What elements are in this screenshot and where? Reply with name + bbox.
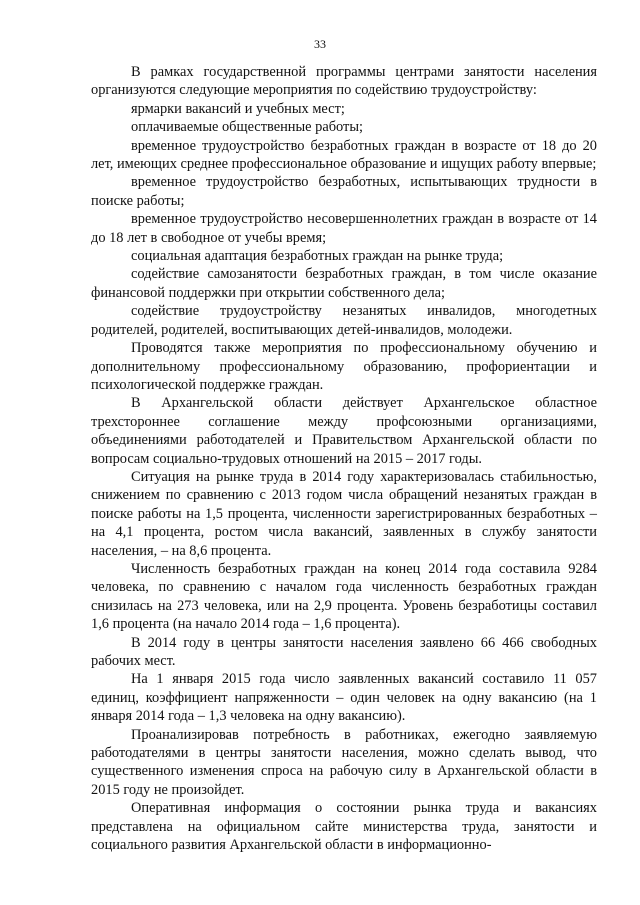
list-item-temp-employment-minors: временное трудоустройство несовершеннолетних граждан в возрасте от 14 до 18 лет в свободное от учебы время;	[91, 211, 597, 246]
list-item-self-employment: содействие самозанятости безработных граждан, в том числе оказание финансовой поддержки при открытии собственного дела;	[91, 266, 597, 301]
paragraph-vacancies-2015: На 1 января 2015 года число заявленных вакансий составило 11 057 единиц, коэффициент напряженности – один человек на одну вакансию (на 1 января 2014 года – 1,3 человека на одну вакансию).	[91, 671, 597, 725]
list-item-temp-employment-difficulties: временное трудоустройство безработных, испытывающих трудности в поиске работы;	[91, 174, 597, 209]
paragraph-operational-info: Оперативная информация о состоянии рынка труда и вакансиях представлена на официальном сайте министерства труда, занятости и социального развития Архангельской области в информационно-	[91, 800, 597, 854]
paragraph-vacancies-2014: В 2014 году в центры занятости населения заявлено 66 466 свободных рабочих мест.	[91, 634, 597, 669]
paragraph-demand-analysis: Проанализировав потребность в работниках, ежегодно заявляемую работодателями в центры занятости населения, можно сделать вывод, что существенного изменения спроса на рабочую силу в Архангельской области в 2015 году не произойдет.	[91, 726, 597, 798]
paragraph-unemployed-count: Численность безработных граждан на конец 2014 года составила 9284 человека, по сравнению с началом года численность безработных граждан снизилась на 273 человека, или на 2,9 процента. Уровень безработицы составил 1,6 процента (на начало 2014 года – 1,6 процента).	[91, 560, 597, 633]
body-text	[91, 63, 597, 854]
list-item-disabled-employment: содействие трудоустройству незанятых инвалидов, многодетных родителей, родителей, воспитывающих детей-инвалидов, молодежи.	[91, 303, 597, 338]
paragraph-training: Проводятся также мероприятия по профессиональному обучению и дополнительному профессиональному образованию, профориентации и психологической поддержке граждан.	[91, 340, 597, 393]
paragraph-labor-market-2014: Ситуация на рынке труда в 2014 году характеризовалась стабильностью, снижением по сравнению с 2013 годом числа обращений незанятых граждан в поиске работы на 1,5 процента, численности зарегистрированных безработных – на 4,1 процента, ростом числа вакансий, заявленных в службу занятости населения, – на 8,6 процента.	[91, 468, 597, 559]
list-item-public-works: оплачиваемые общественные работы;	[131, 119, 364, 136]
paragraph-tripartite-agreement: В Архангельской области действует Архангельское областное трехстороннее соглашение между профсоюзными организациями, объединениями работодателей и Правительством Архангельской области по вопросам социально-трудовых отношений на 2015 – 2017 годы.	[91, 395, 597, 467]
page-number: 33	[314, 37, 326, 51]
list-item-job-fairs: ярмарки вакансий и учебных мест;	[131, 100, 345, 117]
list-item-social-adaptation: социальная адаптация безработных граждан на рынке труда;	[131, 248, 504, 265]
paragraph-program-intro: В рамках государственной программы центрами занятости населения организуются следующие мероприятия по содействию трудоустройству:	[91, 64, 597, 99]
list-item-temp-employment-18-20: временное трудоустройство безработных граждан в возрасте от 18 до 20 лет, имеющих среднее профессиональное образование и ищущих работу впервые;	[91, 137, 597, 173]
